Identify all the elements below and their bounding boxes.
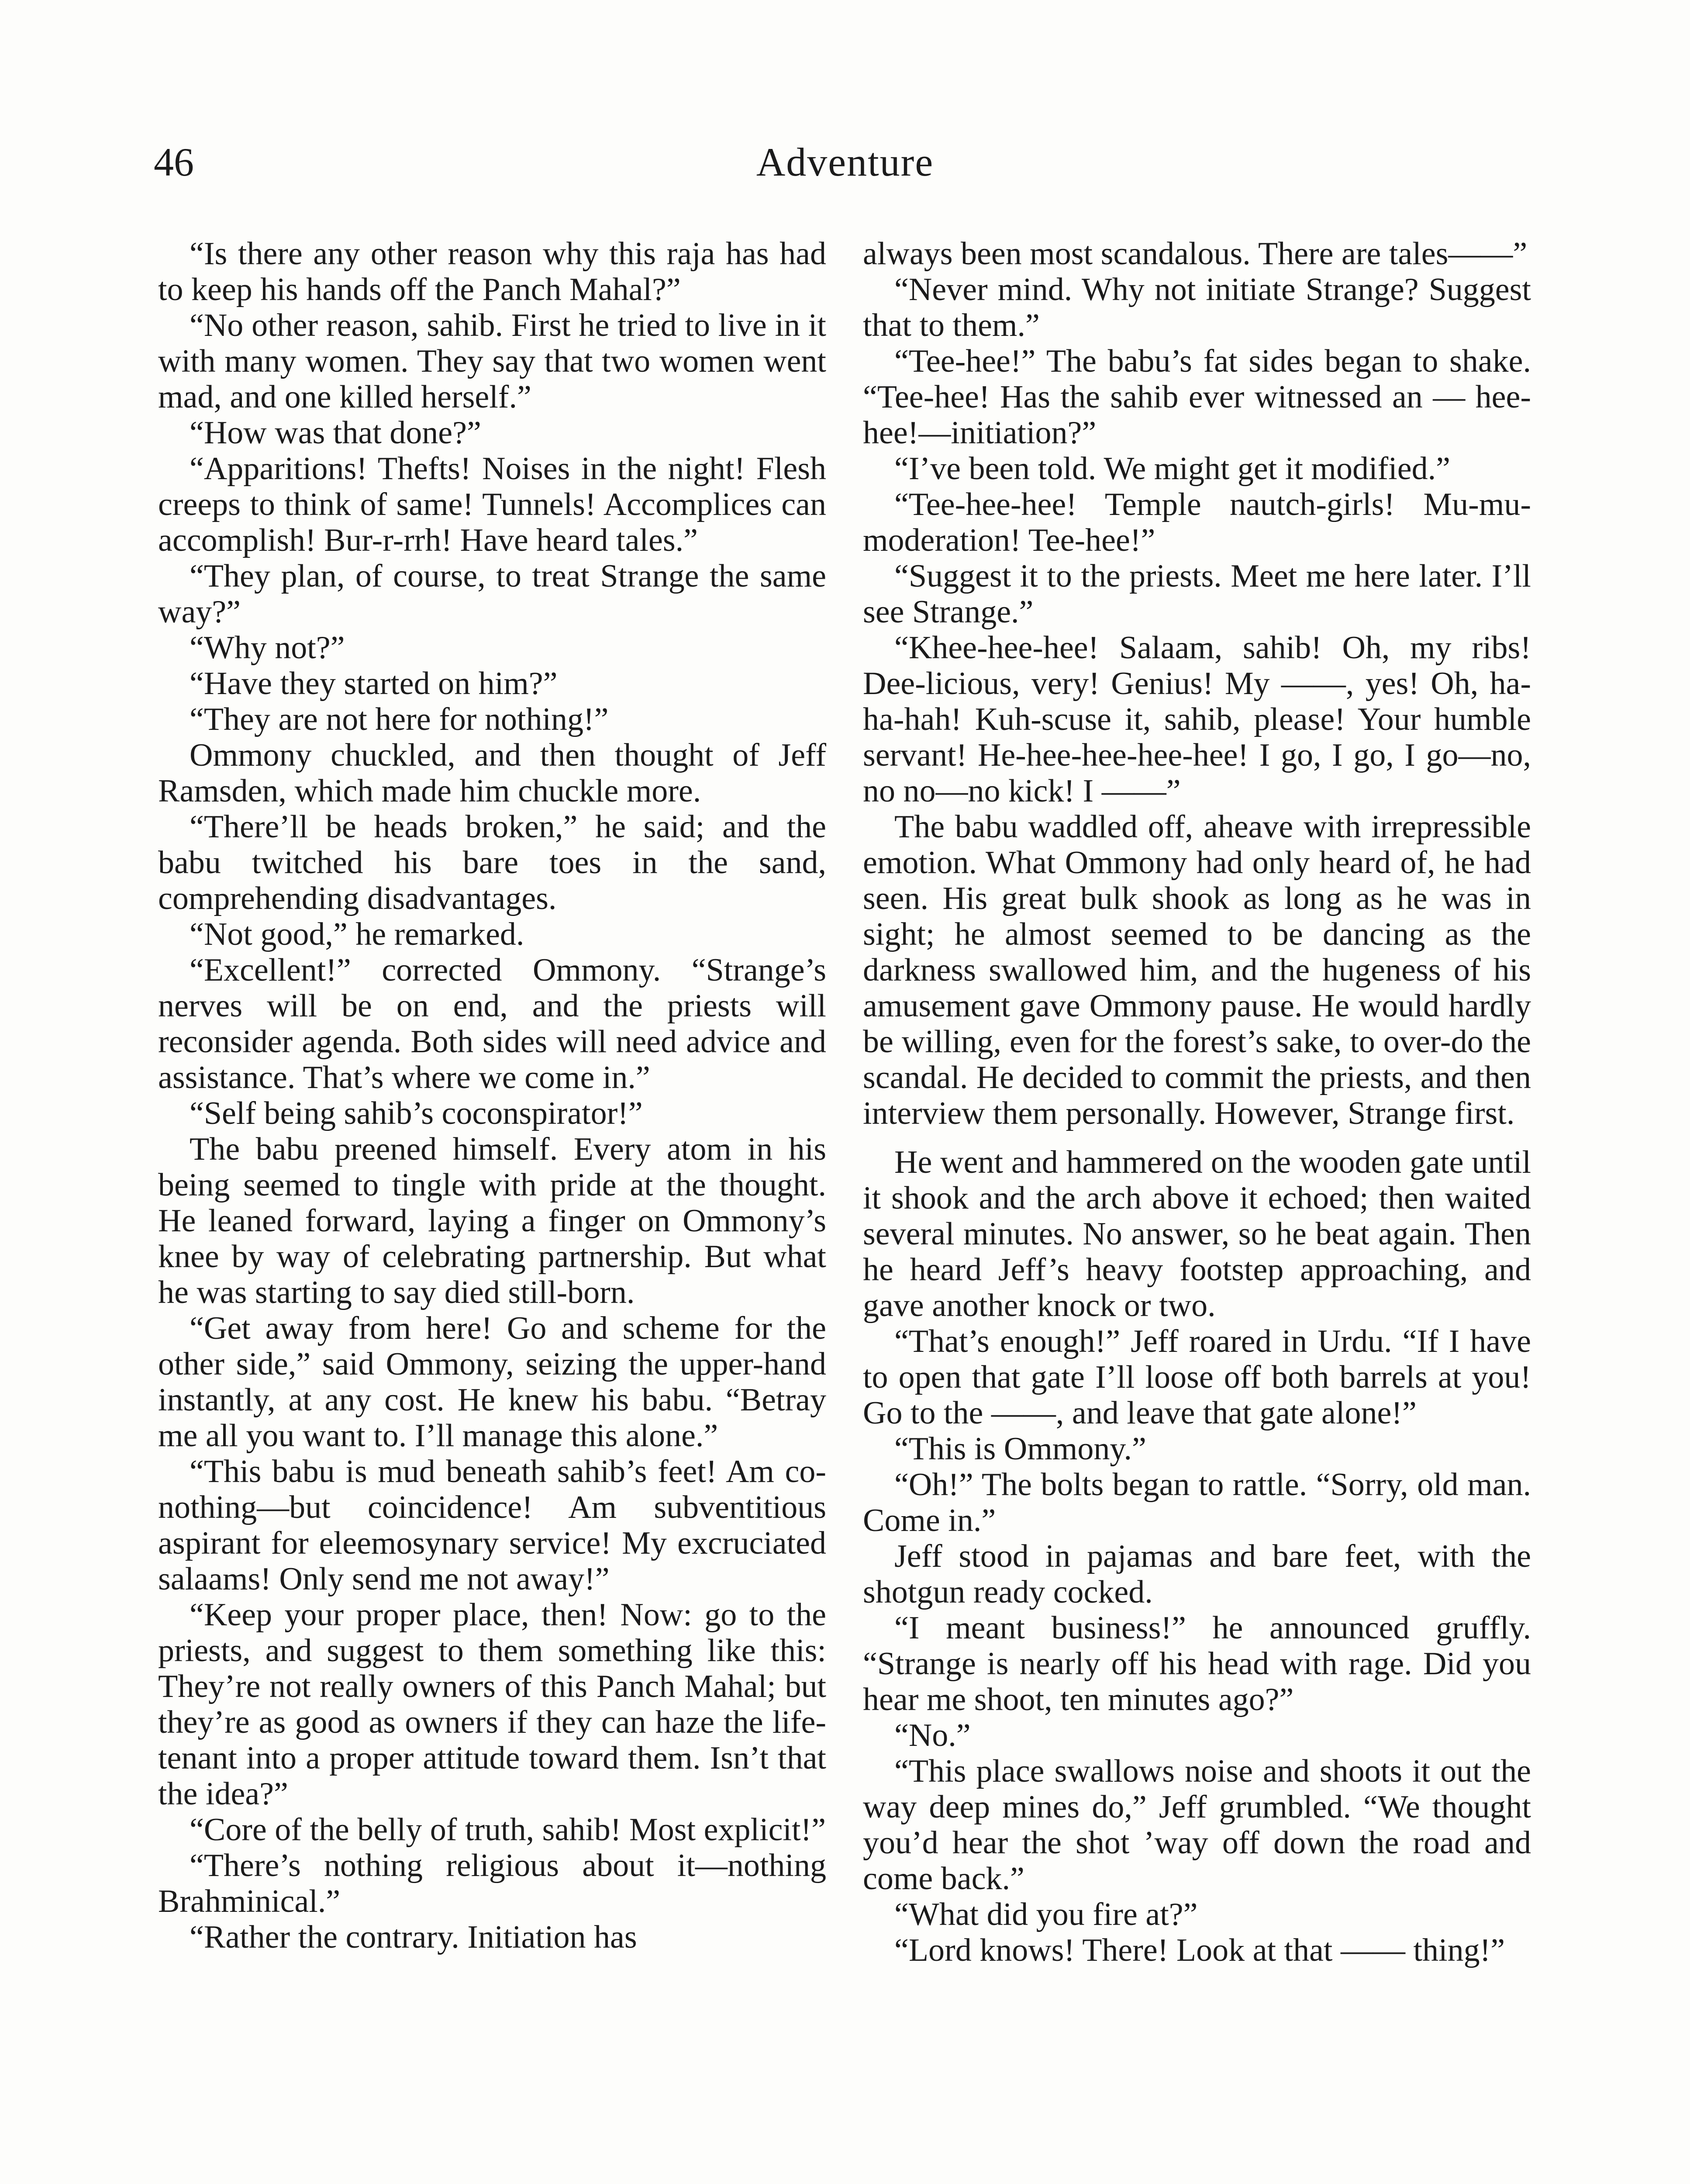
paragraph: “Suggest it to the priests. Meet me here later. I’ll see Strange.” [863, 558, 1531, 630]
paragraph: “I’ve been told. We might get it modified.” [894, 451, 1450, 487]
paragraph: “Why not?” [190, 630, 345, 666]
paragraph: “Never mind. Why not initiate Strange? Suggest that to them.” [863, 272, 1531, 343]
paragraph: “Keep your proper place, then! Now: go to the priests, and suggest to them something like this: They’re not really owners of this Panch Mahal; but they’re as good as owners if they can haze the life-tenant into a proper attitude toward them. Isn’t that the idea?” [158, 1597, 826, 1812]
paragraph: “Apparitions! Thefts! Noises in the night! Flesh creeps to think of same! Tunnels! Accomplices can accomplish! Bur-r-rrh! Have heard tales.” [158, 451, 826, 558]
paragraph: “Have they started on him?” [190, 666, 558, 702]
paragraph: “This babu is mud beneath sahib’s feet! Am co-nothing—but coincidence! Am subventitious aspirant for eleemosynary service! My excruciated salaams! Only send me not away!” [158, 1454, 826, 1597]
paragraph: “What did you fire at?” [894, 1897, 1198, 1932]
paragraph: “Core of the belly of truth, sahib! Most explicit!” [190, 1812, 826, 1848]
paragraph: “Is there any other reason why this raja has had to keep his hands off the Panch Mahal?” [158, 236, 826, 308]
paragraph: “No.” [894, 1717, 971, 1753]
paragraph: Jeff stood in pajamas and bare feet, with the shotgun ready cocked. [863, 1538, 1531, 1610]
right-column [863, 236, 1531, 1968]
paragraph: “I meant business!” he announced gruffly. “Strange is nearly off his head with rage. Did you hear me shoot, ten minutes ago?” [863, 1610, 1531, 1717]
paragraph: “This is Ommony.” [894, 1431, 1146, 1467]
paragraph: “There’s nothing religious about it—nothing Brahminical.” [158, 1848, 826, 1919]
paragraph: “This place swallows noise and shoots it out the way deep mines do,” Jeff grumbled. “We thought you’d hear the shot ’way off down the road and come back.” [863, 1753, 1531, 1897]
paragraph: “Lord knows! There! Look at that —— thing!” [894, 1932, 1505, 1968]
paragraph: “They are not here for nothing!” [190, 702, 609, 737]
paragraph: “Excellent!” corrected Ommony. “Strange’s nerves will be on end, and the priests will reconsider agenda. Both sides will need advice and assistance. That’s where we come in.” [158, 952, 826, 1095]
paragraph: “How was that done?” [190, 415, 481, 451]
paragraph: “Rather the contrary. Initiation has [190, 1919, 637, 1955]
paragraph: The babu preened himself. Every atom in his being seemed to tingle with pride at the thought. He leaned forward, laying a finger on Ommony’s knee by way of celebrating partnership. But what he was starting to say died still-born. [158, 1131, 826, 1310]
paragraph: “Not good,” he remarked. [190, 916, 524, 952]
paragraph: He went and hammered on the wooden gate until it shook and the arch above it echoed; then waited several minutes. No answer, so he beat again. Then he heard Jeff’s heavy footstep approaching, and gave another knock or two. [863, 1144, 1531, 1324]
paragraph: “Khee-hee-hee! Salaam, sahib! Oh, my ribs! Dee-licious, very! Genius! My ——, yes! Oh, ha-ha-hah! Kuh-scuse it, sahib, please! Your humble servant! He-hee-hee-hee-hee! I go, I go, I go—no, no no—no kick! I ——” [863, 630, 1531, 809]
paragraph: “There’ll be heads broken,” he said; and the babu twitched his bare toes in the sand, comprehending disadvantages. [158, 809, 826, 916]
paragraph: “Tee-hee-hee! Temple nautch-girls! Mu-mu-moderation! Tee-hee!” [863, 487, 1531, 558]
paragraph: “Self being sahib’s coconspirator!” [190, 1095, 643, 1131]
paragraph: “They plan, of course, to treat Strange the same way?” [158, 558, 826, 630]
paragraph: Ommony chuckled, and then thought of Jeff Ramsden, which made him chuckle more. [158, 737, 826, 809]
paragraph: “Tee-hee!” The babu’s fat sides began to shake. “Tee-hee! Has the sahib ever witnessed an — hee-hee!—initiation?” [863, 343, 1531, 451]
left-column [158, 236, 826, 1955]
paragraph: “No other reason, sahib. First he tried to live in it with many women. They say that two women went mad, and one killed herself.” [158, 308, 826, 415]
paragraph: “That’s enough!” Jeff roared in Urdu. “If I have to open that gate I’ll loose off both barrels at you! Go to the ——, and leave that gate alone!” [863, 1324, 1531, 1431]
page-number: 46 [154, 140, 194, 184]
paragraph: “Oh!” The bolts began to rattle. “Sorry, old man. Come in.” [863, 1467, 1531, 1538]
paragraph: always been most scandalous. There are tales——” [863, 236, 1528, 272]
paragraph: The babu waddled off, aheave with irrepressible emotion. What Ommony had only heard of, he had seen. His great bulk shook as long as he was in sight; he almost seemed to be dancing as the darkness swallowed him, and the hugeness of his amusement gave Ommony pause. He would hardly be willing, even for the forest’s sake, to over-do the scandal. He decided to commit the priests, and then interview them personally. However, Strange first. [863, 809, 1531, 1131]
paragraph: “Get away from here! Go and scheme for the other side,” said Ommony, seizing the upper-hand instantly, at any cost. He knew his babu. “Betray me all you want to. I’ll manage this alone.” [158, 1310, 826, 1454]
running-title: Adventure [756, 140, 934, 184]
